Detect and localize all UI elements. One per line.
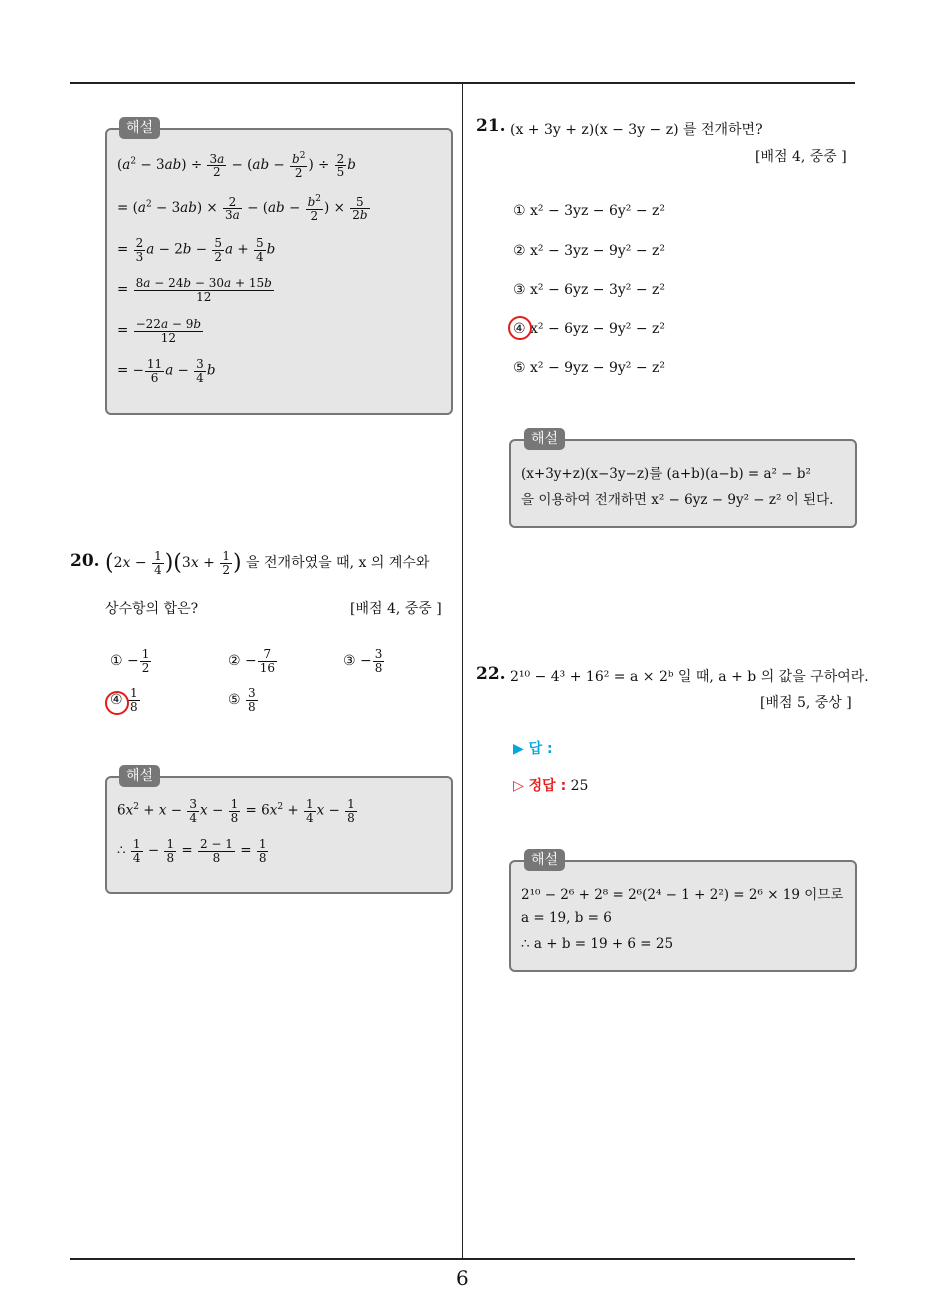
q22-sol-line-1: 2¹⁰ − 2⁶ + 2⁸ = 2⁶(2⁴ − 1 + 2²) = 2⁶ × 19 이므로 bbox=[521, 887, 844, 903]
q20-question: (2x − $\frac{1}{4}$ )(3x + $\frac{1}{2}$ ) 을 전개하였을 때, x 의 계수와 bbox=[105, 549, 430, 577]
q20-choice-3[interactable]: ③ − $\frac{3}{8}$ bbox=[343, 647, 383, 675]
q22-answer-label: ▶ 답 : bbox=[513, 741, 553, 757]
q21-answer-circle bbox=[508, 316, 532, 340]
q19-sol-line-2: = $(a^2 - 3ab)$ × $\frac{2}{3a}$ − (ab − $\frac{b^2}{2}$ ) × $\frac{5}{2b}$ bbox=[117, 194, 368, 223]
q20-meta: [배점 4, 중중 ] bbox=[350, 601, 442, 617]
q20-solution-box bbox=[105, 776, 453, 894]
q20-choice-1[interactable]: ① − $\frac{1}{2}$ bbox=[110, 647, 150, 675]
q21-sol-line-1: (x+3y+z)(x−3y−z)를 (a+b)(a−b) = a² − b² bbox=[521, 466, 811, 482]
bottom-rule bbox=[70, 1258, 855, 1260]
q21-choice-1[interactable]: ① x² − 3yz − 6y² − z² bbox=[513, 203, 666, 219]
q20-choice-2[interactable]: ② − $\frac{7}{16}$ bbox=[228, 647, 276, 675]
q20-number: 20. bbox=[70, 551, 100, 571]
q22-number: 22. bbox=[476, 664, 506, 684]
q22-sol-line-2: a = 19, b = 6 bbox=[521, 910, 612, 926]
q21-choice-4[interactable]: ④ x² − 6yz − 9y² − z² bbox=[513, 321, 666, 337]
q22-sol-line-3: ∴ a + b = 19 + 6 = 25 bbox=[521, 936, 674, 952]
q22-correct-value: 25 bbox=[570, 778, 589, 794]
q20-sol-line-1: $6x^2 + x$ − $\frac{3}{4}$ x − $\frac{1}{8}$ = $6x^2$ + $\frac{1}{4}$ x − $\frac{1}{8}$ bbox=[117, 797, 355, 825]
q20-choice-5[interactable]: ⑤ $\frac{3}{8}$ bbox=[228, 686, 256, 714]
q21-question: (x + 3y + z)(x − 3y − z) 를 전개하면? bbox=[510, 122, 763, 138]
q21-meta: [배점 4, 중중 ] bbox=[755, 149, 847, 165]
q19-sol-line-4: = $\frac{8a - 24b - 30a + 15b}{12}$ bbox=[117, 276, 272, 304]
q21-choice-3[interactable]: ③ x² − 6yz − 3y² − z² bbox=[513, 282, 666, 298]
q20-choice-4[interactable]: ④ $\frac{1}{8}$ bbox=[110, 686, 138, 714]
q20-solution-tag: 해설 bbox=[119, 765, 160, 787]
q19-solution-tag: 해설 bbox=[119, 117, 160, 139]
q22-correct-row bbox=[513, 775, 588, 795]
q20-question-line2: 상수항의 합은? bbox=[105, 601, 199, 617]
q20-question-tail: 을 전개하였을 때, x 의 계수와 bbox=[246, 555, 430, 572]
q21-number: 21. bbox=[476, 116, 506, 136]
q19-sol-line-5: = $\frac{-22a - 9b}{12}$ bbox=[117, 317, 202, 345]
q22-correct-label: ▷ 정답 : bbox=[513, 778, 567, 794]
q22-question: 2¹⁰ − 4³ + 16² = a × 2ᵇ 일 때, a + b 의 값을 구하여라. bbox=[510, 669, 869, 685]
q21-solution-box bbox=[509, 439, 857, 528]
q21-choice-2[interactable]: ② x² − 3yz − 9y² − z² bbox=[513, 243, 666, 259]
q21-solution-tag: 해설 bbox=[524, 428, 565, 450]
q22-solution-tag: 해설 bbox=[524, 849, 565, 871]
q22-meta: [배점 5, 중상 ] bbox=[760, 695, 852, 711]
q19-sol-line-3: = $\frac{2}{3}$ a − 2b − $\frac{5}{2}$ a + $\frac{5}{4}$ b bbox=[117, 236, 276, 264]
q19-sol-line-1: $(a^2 - 3ab)$ ÷ $\frac{3a}{2}$ − (ab − $\frac{b^2}{2}$ ) ÷ $\frac{2}{5}$ b bbox=[117, 151, 356, 180]
q21-choice-5[interactable]: ⑤ x² − 9yz − 9y² − z² bbox=[513, 360, 666, 376]
q20-sol-line-2: ∴ $\frac{1}{4}$ − $\frac{1}{8}$ = $\frac{2 - 1}{8}$ = $\frac{1}{8}$ bbox=[117, 837, 267, 865]
q19-sol-line-6: = − $\frac{11}{6}$ a − $\frac{3}{4}$ b bbox=[117, 357, 216, 385]
q21-sol-line-2: 을 이용하여 전개하면 x² − 6yz − 9y² − z² 이 된다. bbox=[521, 492, 834, 508]
page-number: 6 bbox=[456, 1266, 469, 1290]
column-divider bbox=[462, 84, 463, 1258]
q20-answer-circle bbox=[105, 691, 129, 715]
